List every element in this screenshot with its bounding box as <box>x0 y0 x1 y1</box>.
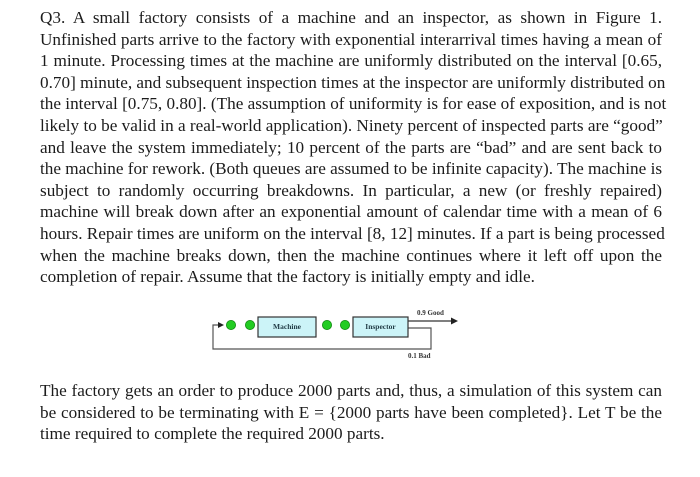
machine-label: Machine <box>273 322 301 331</box>
question-line: Q3. A small factory consists of a machine and an inspector, as shown in Figure 1. <box>40 8 662 27</box>
question-line: the interval [0.75, 0.80]. (The assumption of uniformity is for ease of exposition, and is not <box>40 94 667 114</box>
followup-line: time required to complete the required 2000 parts. <box>40 424 385 444</box>
question-line: 0.70] minute, and subsequent inspection times at the inspector are uniformly distributed on <box>40 72 666 92</box>
factory-figure <box>205 305 485 365</box>
good-label: 0.9 Good <box>417 309 444 317</box>
bad-label: 0.1 Bad <box>408 352 431 360</box>
machine-queue-dot-icon <box>245 320 254 329</box>
question-line: completion of repair. Assume that the factory is initially empty and idle. <box>40 267 535 287</box>
question-line: hours. Repair times are uniform on the interval [8, 12] minutes. If a part is being processed <box>40 223 665 243</box>
question-line: 1 minute. Processing times at the machine are uniformly distributed on the interval [0.65, <box>40 51 662 71</box>
followup-paragraph <box>40 380 662 445</box>
question-line: machine will break down after an exponential amount of calendar time with a mean of 6 <box>40 202 662 222</box>
question-line: subject to randomly occurring breakdowns. In particular, a new (or freshly repaired) <box>40 180 662 200</box>
question-line: and leave the system immediately; 10 percent of the parts are “bad” and are sent back to <box>40 137 662 157</box>
inspector-label: Inspector <box>365 322 396 331</box>
question-line: likely to be valid in a real-world application). Ninety percent of inspected parts are “good” <box>40 115 663 135</box>
entry-arrow-icon <box>218 322 224 328</box>
inspector-queue-dot-icon <box>340 320 349 329</box>
question-line: Unfinished parts arrive to the factory with exponential interarrival times having a mean of <box>40 29 662 49</box>
followup-line: be considered to be terminating with E = {2000 parts have been completed}. Let T be the <box>40 402 662 422</box>
inspector-queue-dot-icon <box>322 320 331 329</box>
machine-queue-dot-icon <box>226 320 235 329</box>
question-line: when the machine breaks down, then the machine continues where it left off upon the <box>40 245 662 265</box>
followup-line: The factory gets an order to produce 2000 parts and, thus, a simulation of this system can <box>40 381 662 400</box>
exit-arrow-icon <box>451 318 458 325</box>
question-line: the machine for rework. (Both queues are assumed to be infinite capacity). The machine is <box>40 159 663 179</box>
question-paragraph <box>40 7 667 288</box>
